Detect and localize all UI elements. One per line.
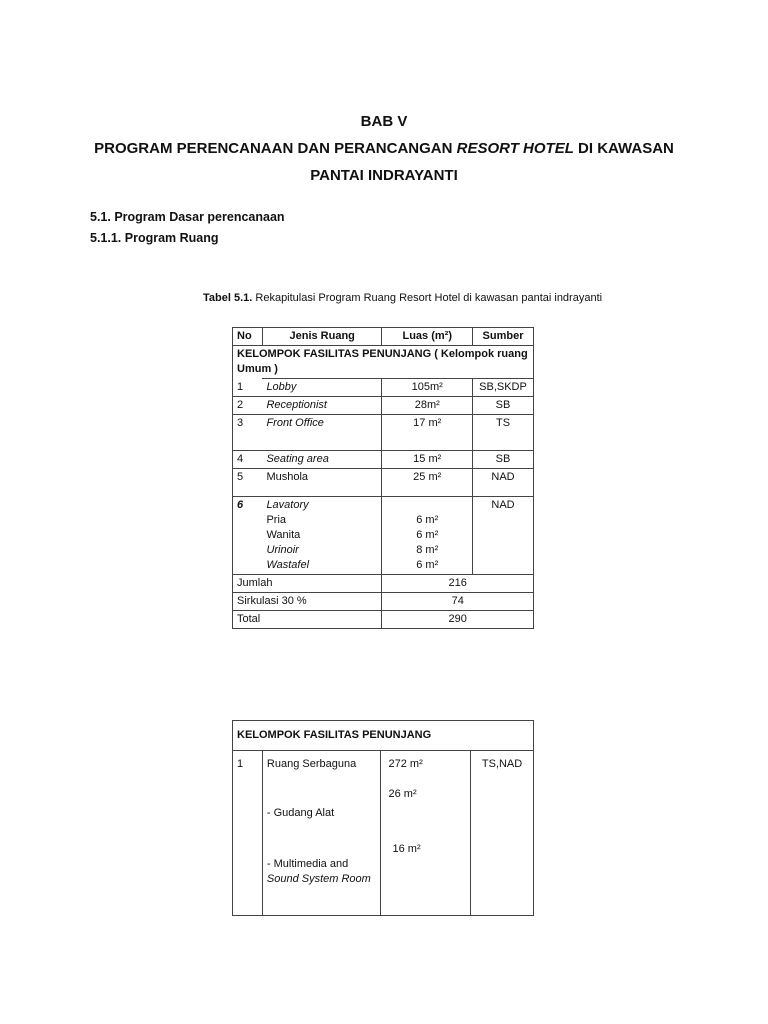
row-name: Receptionist [262,397,382,415]
row-area-cell [380,751,471,916]
row-no: 3 [233,415,263,451]
row-area: 17 m² [382,415,473,451]
header-luas: Luas (m²) [382,328,473,346]
lavatory-item-name: Wastafel [266,559,310,571]
table-row [233,451,534,469]
row-no: 5 [233,469,263,497]
total-label: Jumlah [233,575,382,593]
table-row [233,469,534,497]
title-part-1: PROGRAM PERENCANAAN DAN PERANCANGAN [94,140,457,157]
row-area: 272 m² [388,758,423,770]
section-heading: 5.1. Program Dasar perencanaan [90,210,285,224]
lavatory-label: Lavatory [266,499,309,511]
row-source: SB [473,397,534,415]
row-source: TS,NAD [471,751,534,916]
header-sumber: Sumber [473,328,534,346]
subsection-heading: 5.1.1. Program Ruang [90,231,219,245]
lavatory-item-area: 6 m² [416,529,439,541]
lavatory-item-area: 6 m² [416,514,439,526]
table-header-row [233,328,534,346]
lavatory-items [262,497,382,575]
total-label: Sirkulasi 30 % [233,593,382,611]
total-row [233,611,534,629]
row-source: NAD [473,497,534,575]
support-facility-table [232,720,534,916]
caption-text: Rekapitulasi Program Ruang Resort Hotel di kawasan pantai indrayanti [252,292,603,304]
row-no: 4 [233,451,263,469]
table-row [233,415,534,451]
table-row-lavatory [233,497,534,575]
row-source: SB,SKDP [473,379,534,397]
total-value: 74 [382,593,534,611]
row-name: Mushola [262,469,382,497]
room-program-table [232,327,534,629]
group-title-row [233,346,534,379]
sub-item-area: 26 m² [388,788,417,800]
table-row [233,379,534,397]
row-name: Front Office [262,415,382,451]
header-jenis-ruang: Jenis Ruang [262,328,382,346]
total-label: Total [233,611,382,629]
chapter-heading: BAB V [360,113,408,130]
caption-label: Tabel 5.1. [203,292,253,304]
total-row [233,593,534,611]
header-no: No [233,328,263,346]
row-area: 15 m² [382,451,473,469]
row-no: 2 [233,397,263,415]
lavatory-item-name: Pria [266,514,286,526]
row-name-cell [262,751,380,916]
row-name: Ruang Serbaguna [266,758,357,770]
lavatory-item-name: Urinoir [266,544,299,556]
lavatory-item-area: 8 m² [416,544,439,556]
table-row [233,397,534,415]
sub-item-name: - Gudang Alat [266,807,335,819]
row-no: 1 [233,751,263,916]
chapter-title [0,140,768,157]
row-source: SB [473,451,534,469]
table-row [233,751,534,916]
group-title: KELOMPOK FASILITAS PENUNJANG ( Kelompok ruang Umum ) [233,346,534,379]
row-no: 1 [233,379,263,397]
lavatory-item-area: 6 m² [416,559,439,571]
total-value: 290 [382,611,534,629]
row-area: 105m² [382,379,473,397]
sub-item-name-italic: Sound System Room [266,873,371,885]
table-caption [203,292,602,304]
group-title: KELOMPOK FASILITAS PENUNJANG [233,721,534,751]
row-area: 28m² [382,397,473,415]
lavatory-item-name: Wanita [266,529,301,541]
row-name: Seating area [262,451,382,469]
row-source: NAD [473,469,534,497]
chapter-title-line-2: PANTAI INDRAYANTI [310,167,458,184]
total-row [233,575,534,593]
lavatory-areas [382,497,473,575]
title-part-2: DI KAWASAN [573,140,674,157]
row-no: 6 [233,497,263,575]
group-title-row [233,721,534,751]
sub-item-name: - Multimedia and [266,858,349,870]
title-italic: RESORT HOTEL [456,140,574,157]
row-area: 25 m² [382,469,473,497]
row-name: Lobby [262,379,382,397]
row-source: TS [473,415,534,451]
sub-item-area: 16 m² [392,843,421,855]
total-value: 216 [382,575,534,593]
